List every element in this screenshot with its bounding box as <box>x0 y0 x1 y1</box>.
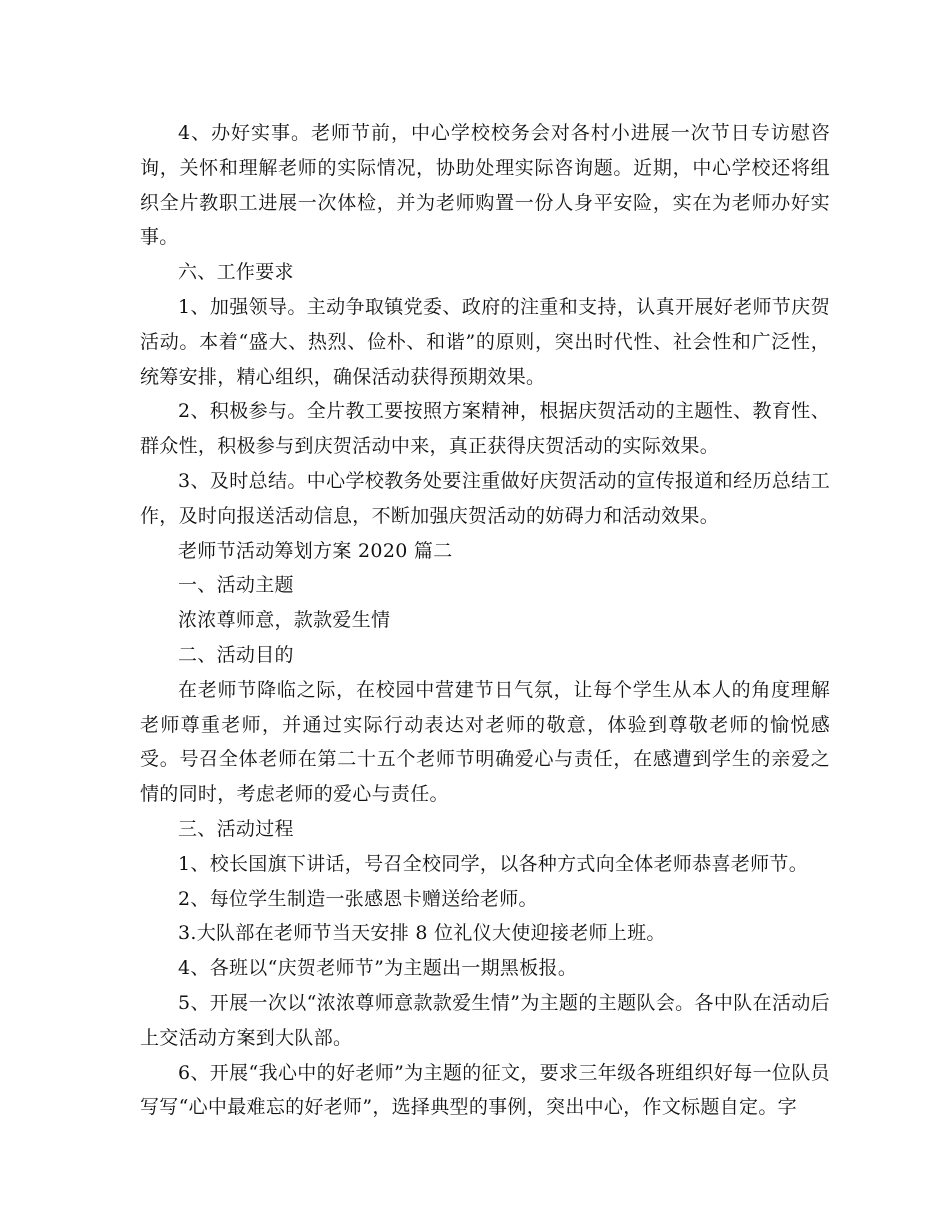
list-item-process-5: 5、开展一次以“浓浓尊师意款款爱生情”为主题的主题队会。各中队在活动后上交活动方案到大队部。 <box>140 991 830 1049</box>
section-heading-work-requirements: 六、工作要求 <box>178 261 294 284</box>
list-item-process-4: 4、各班以“庆贺老师节”为主题出一期黑板报。 <box>178 957 578 980</box>
list-item-process-1: 1、校长国旗下讲话，号召全校同学，以各种方式向全体老师恭喜老师节。 <box>178 852 808 875</box>
section-title-part-two: 老师节活动筹划方案 2020 篇二 <box>178 539 453 562</box>
paragraph-theme-text: 浓浓尊师意，款款爱生情 <box>178 609 391 632</box>
section-heading-activity-purpose: 二、活动目的 <box>178 643 294 666</box>
paragraph-timely-summary: 3、及时总结。中心学校教务处要注重做好庆贺活动的宣传报道和经历总结工作，及时向报送活动信息，不断加强庆贺活动的妨碍力和活动效果。 <box>140 469 830 527</box>
paragraph-item-4-shishi: 4、办好实事。老师节前，中心学校校务会对各村小进展一次节日专访慰咨询，关怀和理解老师的实际情况，协助处理实际咨询题。近期，中心学校还将组织全片教职工进展一次体检，并为老师购置一份人身平安险，实在为老师办好实事。 <box>140 122 830 249</box>
list-item-process-2: 2、每位学生制造一张感恩卡赠送给老师。 <box>178 887 538 910</box>
paragraph-strengthen-leadership: 1、加强领导。主动争取镇党委、政府的注重和支持，认真开展好老师节庆贺活动。本着“盛大、热烈、俭朴、和谐”的原则，突出时代性、社会性和广泛性，统筹安排，精心组织，确保活动获得预期效果。 <box>140 295 830 388</box>
list-item-process-6: 6、开展“我心中的好老师”为主题的征文，要求三年级各班组织好每一位队员写写“心中最难忘的好老师”，选择典型的事例，突出中心，作文标题自定。字 <box>140 1061 830 1119</box>
document-body <box>140 116 830 1125</box>
section-heading-activity-process: 三、活动过程 <box>178 817 294 840</box>
section-heading-activity-theme: 一、活动主题 <box>178 574 294 597</box>
paragraph-purpose-text: 在老师节降临之际，在校园中营建节日气氛，让每个学生从本人的角度理解老师尊重老师，并通过实际行动表达对老师的敬意，体验到尊敬老师的愉悦感受。号召全体老师在第二十五个老师节明确爱心与责任，在感遭到学生的亲爱之情的同时，考虑老师的爱心与责任。 <box>140 678 830 806</box>
list-item-process-3: 3.大队部在老师节当天安排 8 位礼仪大使迎接老师上班。 <box>178 922 666 945</box>
paragraph-active-participation: 2、积极参与。全片教工要按照方案精神，根据庆贺活动的主题性、教育性、群众性，积极参与到庆贺活动中来，真正获得庆贺活动的实际效果。 <box>140 400 830 458</box>
